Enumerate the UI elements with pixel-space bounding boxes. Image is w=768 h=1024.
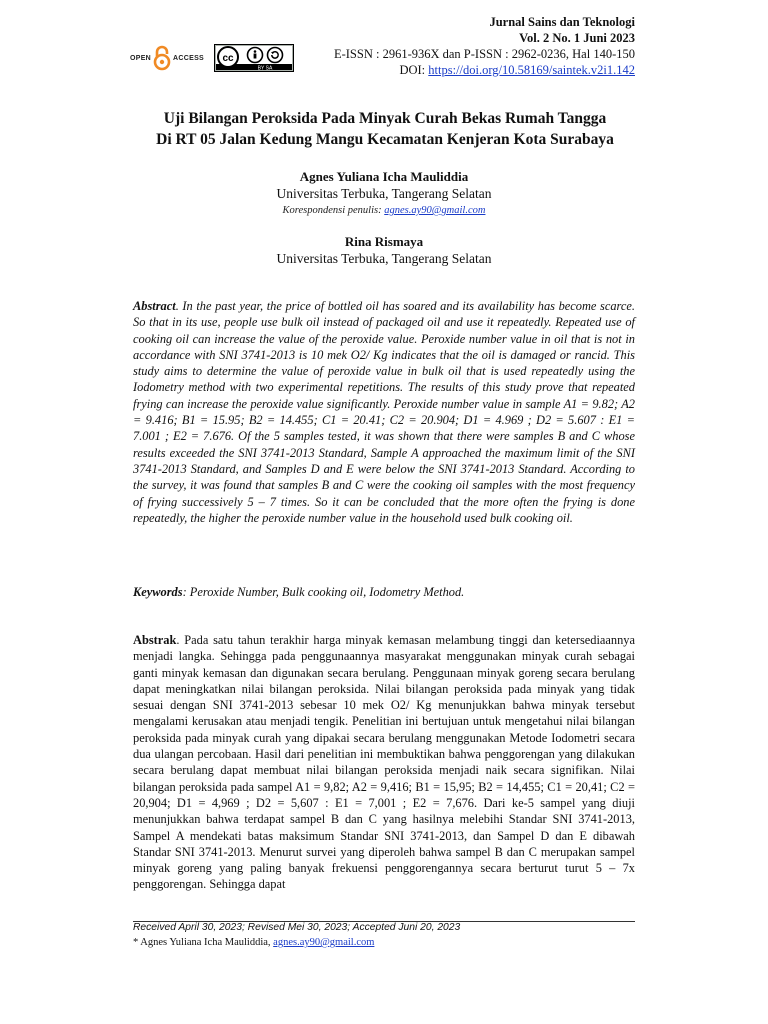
author-2-name: Rina Rismaya bbox=[344, 234, 424, 249]
abstract-indonesian bbox=[133, 632, 635, 893]
corresponding-author bbox=[134, 202, 634, 219]
abstrak-text: . Pada satu tahun terakhir harga minyak kemasan melambung tinggi dan ketersediaannya menjadi langka. Sehingga pada penggunaannya masyarakat menggunakan minyak curah sebagai ganti minyak kemasan dan digunakan secara berulang. Penggunaan minyak goreng secara berulang dapat meningkatkan nilai bilangan peroksida. Nilai bilangan peroksida pada minyak yang tidak sesuai dengan SNI 3741-2013 sebesar 10 mek O2/ Kg menunjukkan bahwa minyak tersebut mengalami kerusakan atau menjadi tengik. Penelitian ini bertujuan untuk mengetahui nilai bilangan peroksida pada minyak curah yang dipakai secara berulang menggunakan Metode Iodometri secara dua ulangan percobaan. Hasil dari penelitian ini membuktikan bahwa penggorengan yang dilakukan secara berulang dapat membuat nilai bilangan peroksida menjadi naik secara signifikan. Nilai bilangan peroksida pada sampel A1 = 9,82; A2 = 9,416; B1 = 15,95; B2 = 14,455; C1 = 20,41; C2 = 20,904; D1 = 4,969 ; D2 = 5,607 : E1 = 7,001 ; E2 = 7,676. Dari ke-5 sampel yang diuji menunjukkan bahwa terdapat sampel B dan C yang hasilnya melebihi Standar SNI 3741-2013, Sampel A mendekati batas maksimum Standar SNI 3741-2013, dan Sampel D dan E dibawah Standar SNI 3741-2013. Menurut survei yang diperoleh bahwa sampel B dan C merupakan sampel minyak goreng yang paling banyak frekuensi penggorengannya secara berturut turut 5 – 7x penggorengan. Sehingga dapat bbox=[133, 633, 635, 892]
keywords-text: : Peroxide Number, Bulk cooking oil, Iodometry Method. bbox=[182, 585, 465, 599]
paper-title-line-2: Di RT 05 Jalan Kedung Mangu Kecamatan Kenjeran Kota Surabaya bbox=[156, 131, 614, 148]
license-label: BY SA bbox=[257, 65, 273, 72]
footnote-email-link[interactable]: agnes.ay90@gmail.com bbox=[273, 937, 375, 948]
logo-row bbox=[130, 44, 294, 72]
journal-info bbox=[334, 14, 635, 78]
author-2-affiliation: Universitas Terbuka, Tangerang Selatan bbox=[276, 251, 492, 266]
author-1-name: Agnes Yuliana Icha Mauliddia bbox=[299, 169, 469, 184]
open-access-logo bbox=[130, 45, 204, 71]
abstract-lead: Abstract bbox=[133, 299, 176, 313]
abstract-english bbox=[133, 298, 635, 526]
open-access-lock-icon bbox=[153, 45, 171, 71]
keywords-lead: Keywords bbox=[133, 585, 183, 599]
corr-email-link[interactable]: agnes.ay90@gmail.com bbox=[384, 205, 486, 216]
author-2-block bbox=[134, 233, 634, 267]
doi-label: DOI: bbox=[399, 63, 429, 77]
paper-title-line-1: Uji Bilangan Peroksida Pada Minyak Curah Bekas Rumah Tangga bbox=[163, 110, 607, 127]
journal-header bbox=[130, 14, 635, 84]
author-1-affiliation: Universitas Terbuka, Tangerang Selatan bbox=[276, 186, 492, 201]
doi-link[interactable]: https://doi.org/10.58169/saintek.v2i1.142 bbox=[428, 63, 635, 77]
journal-volume: Vol. 2 No. 1 Juni 2023 bbox=[519, 31, 635, 45]
abstrak-lead: Abstrak bbox=[133, 633, 177, 647]
cc-by-sa-license-icon bbox=[214, 44, 294, 72]
abstract-text: . In the past year, the price of bottled oil has soared and its availability has become scarce. So that in its use, people use bulk oil instead of packaged oil and use it repeatedly. Repeated use of cooking oil can increase the value of the peroxide value. Peroxide number value in oil that is not in accordance with SNI 3741-2013 is 10 mek O2/ Kg indicates that the oil is damaged or rancid. This study aims to determine the value of peroxide value in bulk oil that is used repeatedly using the Iodometry method with two experimental repetitions. The results of this study prove that repeated frying can increase the peroxide value significantly. Peroxide number value in sample A1 = 9.82; A2 = 9.416; B1 = 15.95; B2 = 14.455; C1 = 20.41; C2 = 20.904; D1 = 4.969 ; D2 = 5.607 : E1 = 7.001 ; E2 = 7.676. Of the 5 samples tested, it was shown that there were samples B and C whose results exceeded the SNI 3741-2013 Standard, Sample A approached the maximum limit of the SNI 3741-2013 Standard, and Samples D and E were below the SNI 3741-2013 Standard. According to the survey, it was found that samples B and C were the cooking oil samples with the most frequency of frying successively 5 – 7 times. So it can be concluded that the more often the frying is done repeatedly, the higher the peroxide number value in the household used bulk cooking oil. bbox=[133, 299, 635, 525]
open-access-left-text: OPEN bbox=[130, 54, 152, 62]
journal-issn: E-ISSN : 2961-936X dan P-ISSN : 2962-0236, Hal 140-150 bbox=[333, 47, 635, 61]
paper-title bbox=[110, 108, 660, 150]
author-footnote bbox=[133, 937, 374, 948]
svg-text:cc: cc bbox=[222, 53, 234, 64]
journal-doi bbox=[334, 62, 635, 78]
footnote-prefix: * Agnes Yuliana Icha Mauliddia, bbox=[133, 937, 274, 948]
open-access-right-text: ACCESS bbox=[173, 54, 205, 62]
author-1-block bbox=[134, 168, 634, 219]
received-dates: Received April 30, 2023; Revised Mei 30, 2023; Accepted Juni 20, 2023 bbox=[133, 922, 461, 933]
keywords bbox=[133, 584, 635, 600]
corr-label: Korespondensi penulis: bbox=[282, 205, 385, 216]
journal-name: Jurnal Sains dan Teknologi bbox=[489, 15, 635, 29]
